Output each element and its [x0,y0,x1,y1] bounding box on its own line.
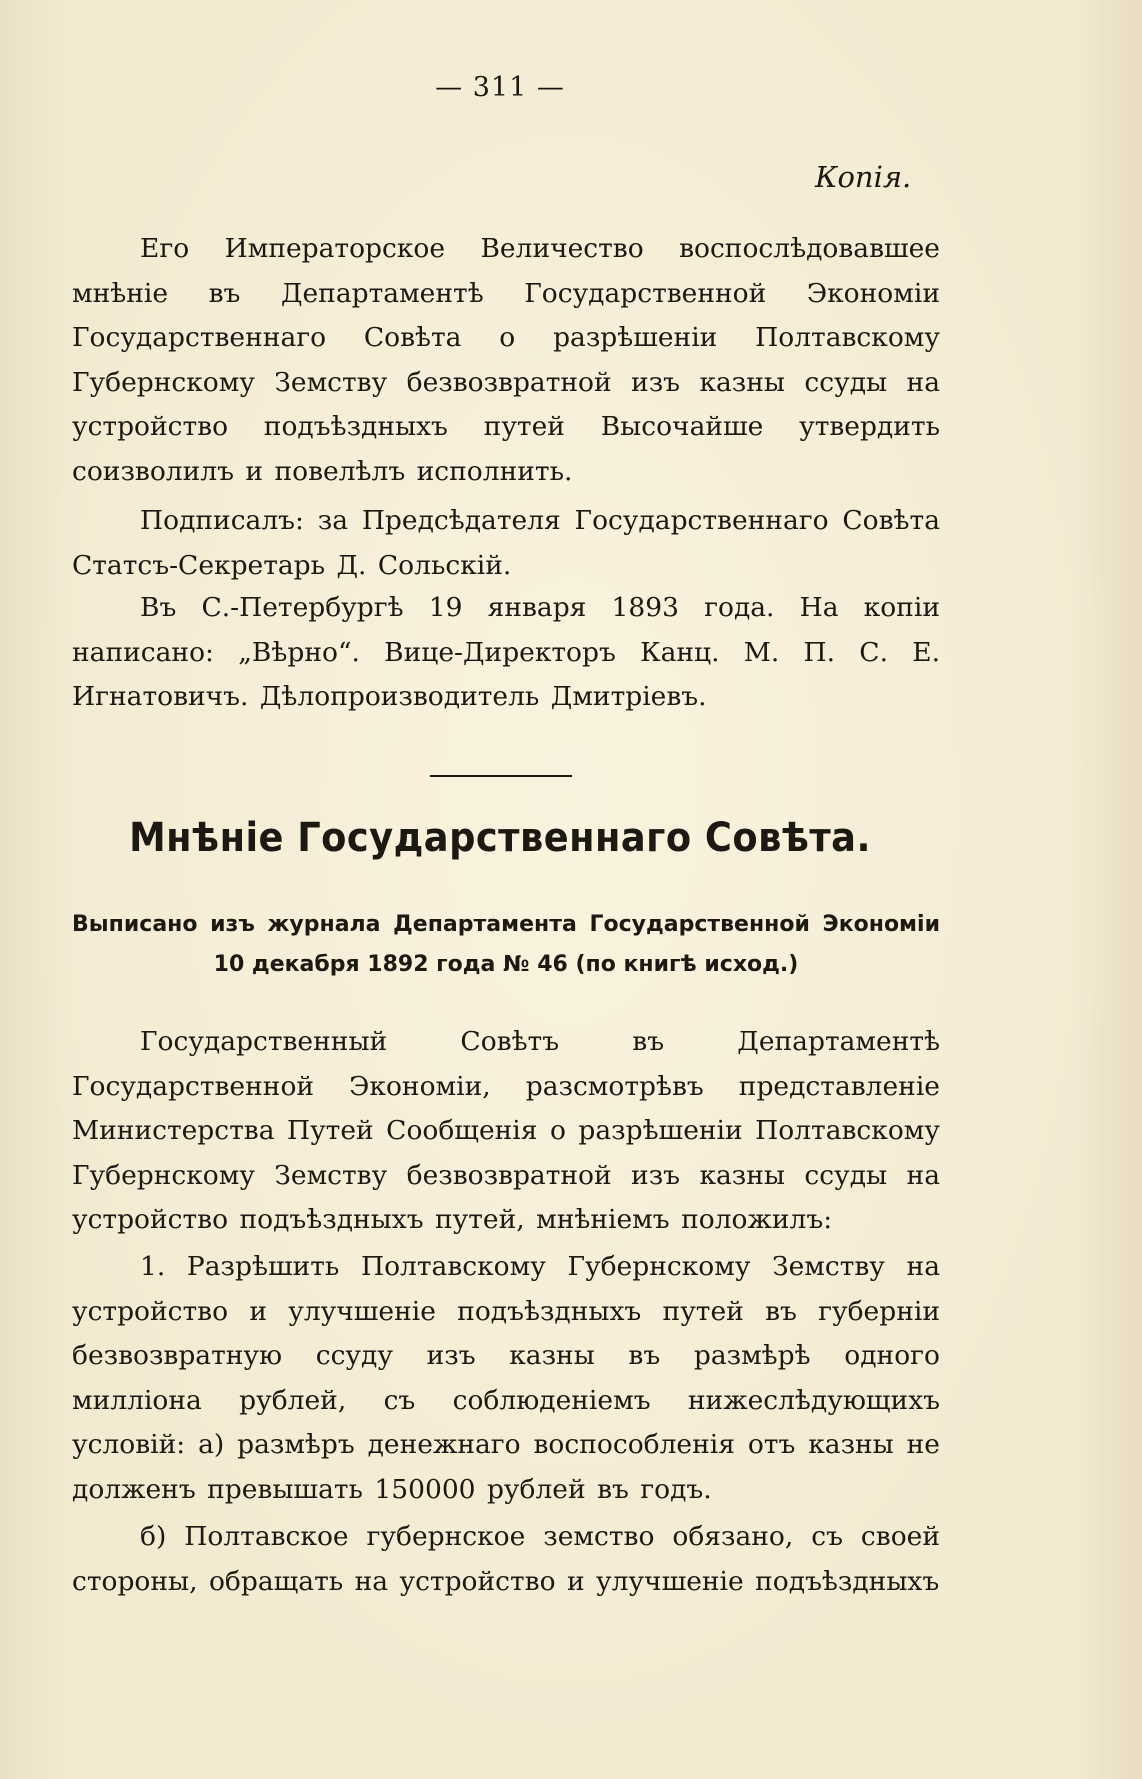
section-divider [430,775,572,777]
copy-mark: Копія. [815,160,912,194]
subheading-line-1: Выписано изъ журнала Департамента Государственной Экономіи [72,912,940,937]
paragraph-signed [72,499,940,588]
paragraph-text: б) Полтавское губернское земство обязано, съ своей стороны, обращать на устройство и улучшеніе подъѣздныхъ [72,1521,940,1597]
paragraph-council-opinion [72,1020,940,1243]
paragraph-item-b [72,1515,940,1604]
paragraph-text: Государственный Совѣтъ въ Департаментѣ Государственной Экономіи, разсмотрѣвъ представленіе Министерства Путей Сообщенія о разрѣшеніи Полтавскому Губернскому Земству безвозвратной изъ казны ссуды на устройство подъѣздныхъ путей, мнѣніемъ положилъ: [72,1026,940,1235]
paragraph-imperial-approval [72,227,940,494]
paragraph-item-1 [72,1245,940,1512]
section-heading: Мнѣніе Государственнаго Совѣта. [129,815,871,861]
section-subheading [72,905,940,985]
paragraph-text: 1. Разрѣшить Полтавскому Губернскому Земству на устройство и улучшеніе подъѣздныхъ путей въ губерніи безвозвратную ссуду изъ казны въ размѣрѣ одного милліона рублей, съ соблюденіемъ нижеслѣдующихъ условій: а) размѣръ денежнаго воспособленія отъ казны не долженъ превышать 150000 рублей въ годъ. [72,1251,940,1505]
subheading-line-2: 10 декабря 1892 года № 46 (по книгѣ исход.) [213,952,799,977]
paragraph-date-note [72,586,940,720]
paragraph-text: Въ С.-Петербургѣ 19 января 1893 года. На копіи написано: „Вѣрно“. Вице-Директоръ Канц. М. П. С. Е. Игнатовичъ. Дѣлопроизводитель Дмитріевъ. [72,592,940,712]
paragraph-text: Его Императорское Величество воспослѣдовавшее мнѣніе въ Департаментѣ Государственной Экономіи Государственнаго Совѣта о разрѣшеніи Полтавскому Губернскому Земству безвозвратной изъ казны ссуды на устройство подъѣздныхъ путей Высочайше утвердить соизволилъ и повелѣлъ исполнить. [72,233,940,487]
paragraph-text: Подписалъ: за Предсѣдателя Государственнаго Совѣта Статсъ-Секретарь Д. Сольскій. [72,505,940,581]
page-number: — 311 — [435,72,565,103]
